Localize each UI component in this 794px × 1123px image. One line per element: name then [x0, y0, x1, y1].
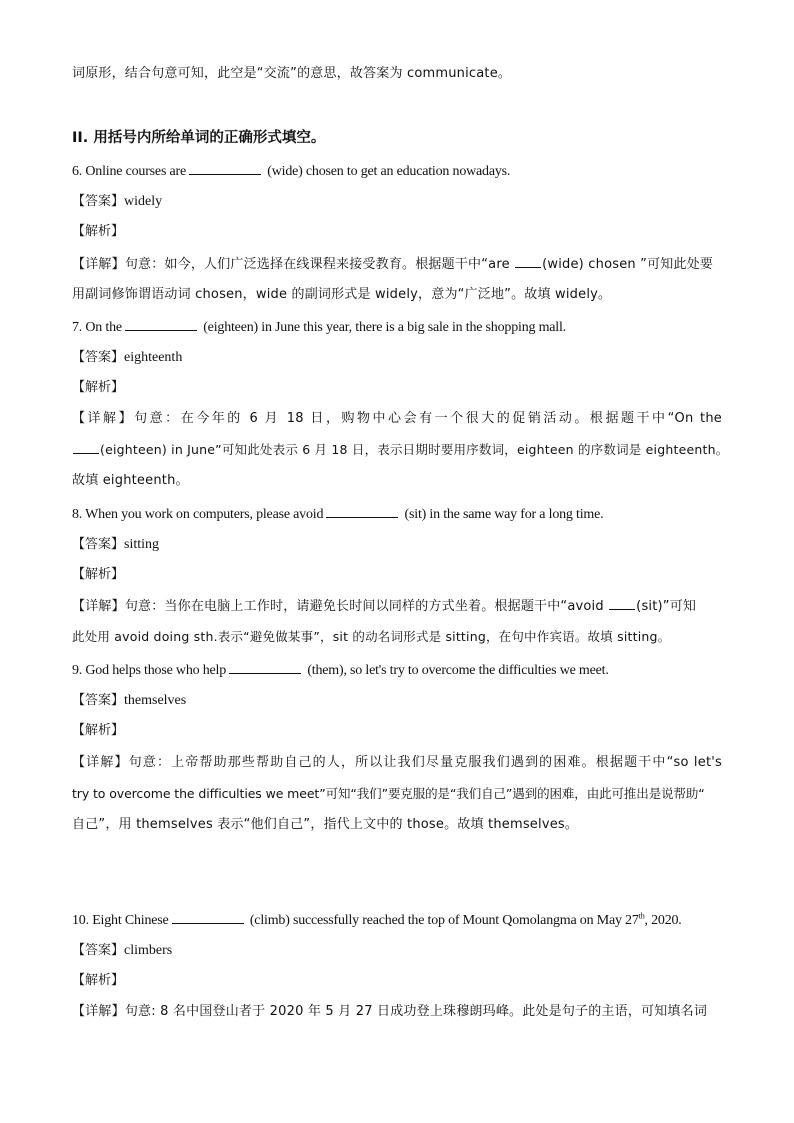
question-7-prefix: 7. On the	[72, 320, 122, 335]
answer-6	[72, 191, 162, 212]
detail-10-text-a: 句意: 8 名中国登山者于 2020 年 5 月 27 日成功登上珠穆朗玛峰。此处是句子的主语，可知填名词	[124, 1004, 708, 1019]
answer-8	[72, 534, 159, 555]
analysis-label: 【解析】	[72, 224, 125, 239]
answer-label: 【答案】	[72, 350, 125, 365]
question-10-prefix: 10. Eight Chinese	[72, 913, 169, 928]
question-6-suffix: (wide) chosen to get an education nowadays.	[263, 164, 511, 179]
question-7-suffix: (eighteen) in June this year, there is a big sale in the shopping mall.	[199, 320, 566, 335]
detail-6-text-b: (wide) chosen ”可知此处要	[542, 257, 714, 272]
detail-10-line-1	[72, 1002, 707, 1022]
answer-9-value: themselves	[124, 693, 187, 708]
answer-10	[72, 940, 172, 961]
answer-7	[72, 347, 182, 368]
detail-label: 【详解】	[72, 411, 135, 426]
detail-9-text-a: 句意：上帝帮助那些帮助自己的人，所以让我们尽量克服我们遇到的困难。根据题干中“so let's	[128, 755, 722, 770]
detail-label: 【详解】	[72, 257, 125, 272]
question-7	[72, 316, 566, 338]
answer-blank	[229, 659, 301, 674]
analysis-label: 【解析】	[72, 973, 125, 988]
detail-7-text-a: 句意：在今年的 6 月 18 日，购物中心会有一个很大的促销活动。根据题干中“On the	[134, 411, 722, 426]
analysis-label: 【解析】	[72, 723, 125, 738]
detail-blank	[73, 440, 99, 454]
question-10-tail: , 2020.	[644, 913, 682, 928]
question-8-suffix: (sit) in the same way for a long time.	[401, 507, 604, 522]
detail-7-line-1	[72, 409, 722, 429]
question-9-suffix: (them), so let's try to overcome the difficulties we meet.	[304, 663, 609, 678]
section-title: II. 用括号内所给单词的正确形式填空。	[72, 130, 326, 146]
question-8-prefix: 8. When you work on computers, please avoid	[72, 507, 324, 522]
answer-blank	[172, 909, 244, 924]
top-line: 词原形，结合句意可知，此空是“交流”的意思，故答案为 communicate。	[72, 66, 512, 81]
detail-8-line-2: 此处用 avoid doing sth.表示“避免做某事”，sit 的动名词形式是 sitting，在句中作宾语。故填 sitting。	[72, 629, 671, 644]
answer-blank	[125, 316, 197, 331]
answer-label: 【答案】	[72, 693, 125, 708]
detail-8-line-1	[72, 596, 696, 617]
detail-label: 【详解】	[72, 599, 125, 614]
analysis-label: 【解析】	[72, 380, 125, 395]
answer-7-value: eighteenth	[124, 350, 183, 365]
question-6	[72, 160, 510, 182]
detail-label: 【详解】	[72, 755, 129, 770]
detail-9-line-1	[72, 753, 722, 773]
detail-9-line-3: 自己”，用 themselves 表示“他们自己”，指代上文中的 those。故填 themselves。	[72, 817, 579, 832]
question-8	[72, 503, 603, 525]
answer-label: 【答案】	[72, 537, 125, 552]
answer-blank	[189, 160, 261, 175]
detail-9-line-2: try to overcome the difficulties we meet”可知“我们”要克服的是“我们自己”遇到的困难，由此可推出是说帮助“	[72, 786, 705, 801]
detail-7-text-b: (eighteen) in June”可知此处表示 6 月 18 日，表示日期时要用序数词，eighteen 的序数词是 eighteenth。	[100, 442, 729, 457]
answer-9	[72, 690, 186, 711]
detail-6-line-1	[72, 254, 713, 275]
question-9	[72, 659, 609, 681]
detail-8-text-a: 句意：当你在电脑上工作时，请避免长时间以同样的方式坐着。根据题干中“avoid	[124, 599, 609, 614]
detail-6-line-2: 用副词修饰谓语动词 chosen，wide 的副词形式是 widely，意为“广泛地”。故填 widely。	[72, 287, 612, 302]
analysis-label: 【解析】	[72, 567, 125, 582]
answer-8-value: sitting	[124, 537, 160, 552]
detail-label: 【详解】	[72, 1004, 125, 1019]
question-6-prefix: 6. Online courses are	[72, 164, 186, 179]
answer-label: 【答案】	[72, 194, 125, 209]
detail-7-line-3: 故填 eighteenth。	[72, 473, 189, 488]
detail-8-text-b: (sit)”可知	[636, 599, 697, 614]
detail-6-text-a: 句意：如今，人们广泛选择在线课程来接受教育。根据题干中“are	[124, 257, 515, 272]
question-10-suffix: (climb) successfully reached the top of Mount Qomolangma on May 27	[246, 913, 639, 928]
detail-7-line-2	[72, 440, 728, 460]
question-10	[72, 909, 682, 931]
detail-blank	[609, 596, 635, 610]
question-10-sup: th	[638, 911, 645, 921]
answer-10-value: climbers	[124, 943, 173, 958]
answer-blank	[326, 503, 398, 518]
detail-blank	[515, 254, 541, 268]
question-9-prefix: 9. God helps those who help	[72, 663, 227, 678]
answer-6-value: widely	[124, 194, 163, 209]
answer-label: 【答案】	[72, 943, 125, 958]
